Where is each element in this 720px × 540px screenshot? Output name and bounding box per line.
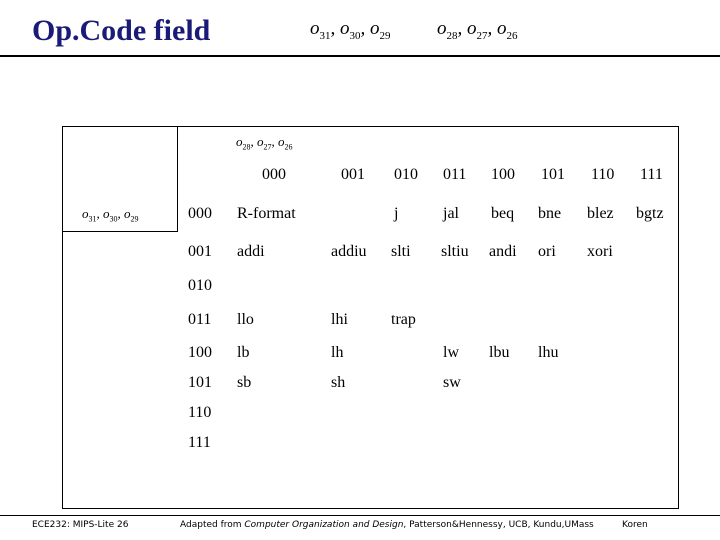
opcode-cell: lb	[237, 344, 250, 361]
header-bit: 31	[319, 29, 331, 42]
header-bits-31-29: $o_{31}$, $o_{30}$, $o_{29}$	[310, 18, 391, 42]
opcode-cell: sltiu	[441, 243, 469, 260]
opcode-cell: ori	[538, 243, 556, 260]
col-bit: 27	[263, 142, 272, 152]
opcode-cell: sb	[237, 374, 252, 391]
opcode-cell: bgtz	[636, 205, 664, 222]
opcode-cell: andi	[489, 243, 517, 260]
col-header: 101	[541, 166, 565, 183]
opcode-cell: R-format	[237, 205, 296, 222]
footer-citation-pre: Adapted from	[180, 520, 245, 530]
col-header: 100	[491, 166, 515, 183]
header-bit: 29	[379, 29, 391, 42]
table-border-bottom	[62, 508, 679, 509]
header-bits-28-26: $o_{28}$, $o_{27}$, $o_{26}$	[437, 18, 518, 42]
opcode-cell: sw	[443, 374, 461, 391]
col-header: 111	[640, 166, 663, 183]
footer-rule	[0, 515, 720, 516]
opcode-cell: addi	[237, 243, 265, 260]
row-header: 000	[188, 205, 212, 222]
header-bit: 28	[446, 29, 458, 42]
title-rule	[0, 55, 720, 57]
col-header: 010	[394, 166, 418, 183]
row-header: 101	[188, 374, 212, 391]
row-header: 100	[188, 344, 212, 361]
table-border-right	[678, 126, 679, 508]
opcode-cell: bne	[538, 205, 562, 222]
opcode-cell: lh	[331, 344, 344, 361]
opcode-cell: llo	[237, 311, 254, 328]
footer-author: Koren	[622, 520, 648, 530]
row-header: 110	[188, 404, 212, 421]
opcode-cell: j	[394, 205, 399, 222]
col-bit: 28	[242, 142, 251, 152]
table-border-left	[62, 126, 63, 508]
row-header: 010	[188, 277, 212, 294]
col-bit: 26	[284, 142, 293, 152]
header-bit: 30	[349, 29, 361, 42]
col-bits-label: $o_{28}$, $o_{27}$, $o_{26}$	[236, 134, 293, 152]
opcode-cell: slti	[391, 243, 411, 260]
col-header: 000	[262, 166, 286, 183]
row-bit: 31	[88, 214, 97, 224]
col-header: 001	[341, 166, 365, 183]
col-header: 110	[591, 166, 615, 183]
opcode-cell: beq	[491, 205, 515, 222]
opcode-cell: jal	[443, 205, 459, 222]
row-header-divider	[177, 126, 178, 231]
footer-course: ECE232: MIPS-Lite 26	[32, 520, 129, 530]
opcode-cell: lhi	[331, 311, 348, 328]
table-border-top	[62, 126, 679, 127]
row-bit: 30	[109, 214, 118, 224]
opcode-cell: trap	[391, 311, 416, 328]
row-header: 001	[188, 243, 212, 260]
opcode-cell: lw	[443, 344, 459, 361]
opcode-cell: addiu	[331, 243, 367, 260]
slide-title: Op.Code field	[32, 14, 211, 47]
header-bit: 27	[476, 29, 488, 42]
opcode-cell: lhu	[538, 344, 559, 361]
footer-citation-post: , Patterson&Hennessy, UCB, Kundu,UMass	[403, 520, 594, 530]
footer-citation	[180, 520, 594, 530]
row-bit: 29	[130, 214, 139, 224]
row-bits-label: $o_{31}$, $o_{30}$, $o_{29}$	[82, 206, 139, 224]
corner-divider	[62, 231, 178, 232]
opcode-cell: blez	[587, 205, 614, 222]
row-header: 011	[188, 311, 212, 328]
opcode-cell: xori	[587, 243, 613, 260]
row-header: 111	[188, 434, 211, 451]
header-bit: 26	[506, 29, 518, 42]
col-header: 011	[443, 166, 467, 183]
opcode-cell: sh	[331, 374, 346, 391]
footer-book-title: Computer Organization and Design	[244, 520, 404, 530]
opcode-cell: lbu	[489, 344, 510, 361]
